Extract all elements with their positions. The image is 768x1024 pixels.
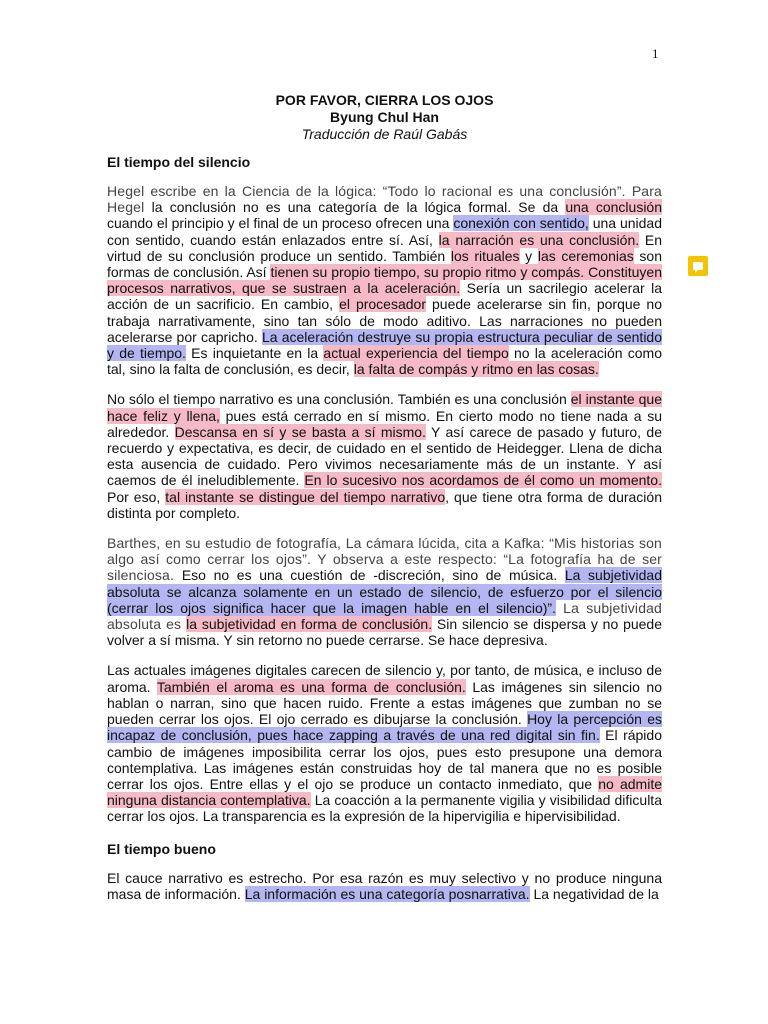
paragraph-5: [107, 870, 662, 902]
text-run: una unidad con sentido, cuando están enlazados entre sí. Así,: [107, 215, 662, 248]
text-run: Y así carece de pasado y futuro, de recuerdo y expectativa, es decir, de cuidado en el sentido de Heidegger. Llena de dicha esta ausencia de cuidado. Pero vivimos necesariamente más de un instante. Y así caemos de él ineludiblemente.: [107, 423, 662, 489]
highlight-pink: una conclusión: [565, 199, 663, 216]
highlight-pink: la subjetividad en forma de conclusión.: [186, 616, 433, 633]
paragraph-3: [107, 535, 662, 648]
section-heading-silencio: El tiempo del silencio: [107, 154, 251, 170]
highlight-pink: En lo sucesivo nos acordamos de él como un momento.: [304, 472, 662, 489]
highlight-pink: tienen su propio tiempo, su propio ritmo y compás. Constituyen procesos narrativos, que se sustraen a la aceleración.: [107, 264, 662, 297]
quoted-text: La subjetividad absoluta es: [107, 599, 662, 633]
highlight-blue: La información es una categoría posnarrativa.: [244, 885, 530, 902]
text-run: puede acelerarse sin fin, porque no trabaja narrativamente, sino tan sólo de modo aditivo. Las narraciones no pueden acelerarse por capricho.: [107, 296, 662, 345]
highlight-pink: tal instante se distingue del tiempo narrativo: [165, 488, 446, 505]
highlight-pink: la falta de compás y ritmo en las cosas.: [353, 361, 599, 378]
text-run: Sin silencio se dispersa y no puede volver a sí misma. Y sin retorno no puede cerrarse. Se hace depresiva.: [107, 616, 663, 649]
text-run: La negatividad de la: [529, 885, 659, 902]
highlight-pink: También el aroma es una forma de conclusión.: [156, 678, 466, 695]
comment-glyph: [693, 262, 703, 270]
paragraph-4: [107, 662, 662, 824]
highlight-blue: La aceleración destruye su propia estructura peculiar de sentido y de tiempo.: [107, 328, 663, 362]
text-run: son formas de conclusión. Así: [107, 247, 662, 281]
highlight-blue: Hoy la percepción es incapaz de conclusión, pues hace zapping a través de una red digital sin fin.: [107, 711, 662, 744]
page-number: 1: [652, 46, 659, 61]
document-body: [107, 154, 662, 916]
document-translation: Traducción de Raúl Gabás: [301, 126, 468, 142]
text-run: pues está cerrado en sí mismo. En cierto modo no tiene nada a su alrededor.: [107, 407, 662, 440]
text-run: Por eso,: [107, 488, 166, 505]
highlight-pink: el procesador: [339, 296, 426, 313]
text-run: Sería un sacrilegio acelerar la acción de un sacrificio. En cambio,: [107, 280, 663, 313]
document-author: Byung Chul Han: [330, 109, 439, 125]
text-run: Las imágenes sin silencio no hablan o narran, sino que hacen ruido. Frente a estas imágenes que zumban no se pueden cerrar los ojos. El ojo cerrado es dibujarse la conclusión.: [107, 678, 662, 728]
document-header: [107, 92, 662, 143]
text-run: Eso no es una cuestión de -discreción, sino de música.: [181, 567, 565, 584]
quoted-text: Hegel escribe en la Ciencia de la lógica: “Todo lo racional es una conclusión”. Para Hegel: [107, 183, 662, 216]
paragraph-1: [107, 183, 662, 377]
comment-icon[interactable]: [688, 256, 708, 276]
highlight-pink: los rituales: [450, 247, 520, 264]
text-run: Es inquietante en la: [185, 345, 324, 362]
highlight-pink: las ceremonias: [537, 247, 634, 264]
text-run: la conclusión no es una categoría de la lógica formal. Se da: [151, 199, 566, 216]
text-run: El cauce narrativo es estrecho. Por esa razón es muy selectivo y no produce ninguna masa de información.: [107, 869, 662, 902]
paragraph-2: [107, 391, 662, 521]
document-title: POR FAVOR, CIERRA LOS OJOS: [275, 92, 494, 108]
text-run: y: [519, 247, 538, 264]
highlight-blue: La subjetividad absoluta se alcanza solamente en un estado de silencio, de esfuerzo por el silencio (cerrar los ojos significa hacer que la imagen hable en el silencio)”.: [107, 567, 662, 616]
text-run: El rápido cambio de imágenes imposibilita cerrar los ojos, pues esto presupone una demora contemplativa. Las imágenes están construidas hoy de tal manera que no es posible cerrar los ojos. Entre ellas y el ojo se produce un contacto inmediato, que: [107, 727, 662, 792]
text-run: , que tiene otra forma de duración distinta por completo.: [107, 488, 662, 521]
highlight-blue: conexión con sentido,: [453, 215, 589, 232]
text-run: no la aceleración como tal, sino la falta de conclusión, es decir,: [107, 345, 662, 378]
text-run: No sólo el tiempo narrativo es una conclusión. También es una conclusión: [107, 391, 571, 408]
text-run: La coacción a la permanente vigilia y visibilidad dificulta cerrar los ojos. La transparencia es la expresión de la hipervigilia e hipervisibilidad.: [107, 792, 662, 825]
text-run: Las actuales imágenes digitales carecen de silencio y, por tanto, de música, e incluso de aroma.: [107, 662, 662, 695]
text-run: En virtud de su conclusión produce un sentido. También: [107, 231, 663, 264]
highlight-pink: actual experiencia del tiempo: [323, 345, 509, 362]
highlight-pink: no admite ninguna distancia contemplativa.: [107, 775, 662, 809]
quoted-text: Barthes, en su estudio de fotografía, La cámara lúcida, cita a Kafka: “Mis historias son algo así como cerrar los ojos”. Y observa a este respecto: “La fotografía ha de ser silenciosa.: [107, 535, 662, 584]
section-heading-bueno: El tiempo bueno: [107, 840, 216, 857]
highlight-pink: Descansa en sí y se basta a sí mismo.: [174, 423, 426, 440]
text-run: cuando el principio y el final de un proceso ofrecen una: [107, 215, 454, 232]
highlight-pink: el instante que hace feliz y llena,: [107, 391, 662, 424]
highlight-pink: la narración es una conclusión.: [438, 231, 640, 248]
